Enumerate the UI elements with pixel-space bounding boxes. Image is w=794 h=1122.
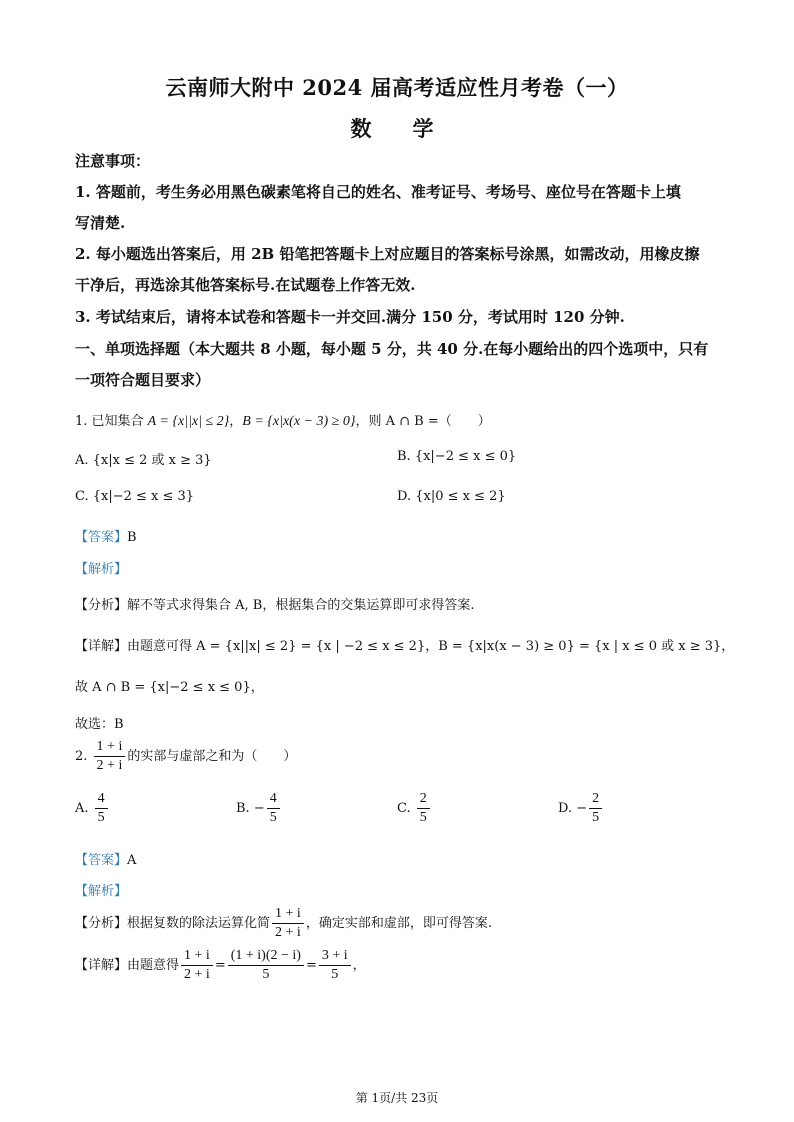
- q2-option-a-fraction: [95, 790, 108, 827]
- paper-title: 云南师大附中 2024 届高考适应性月考卷（一）: [165, 75, 629, 100]
- q2-detail-text: 由题意得: [127, 958, 180, 973]
- q2-detail-fraction-2-den: 5: [262, 967, 270, 982]
- q2-option-b-fraction: [267, 790, 280, 827]
- q1-set-b: B = {x|x(x − 3) ≥ 0}: [242, 414, 356, 429]
- fenxi-tag: 【分析】: [75, 916, 128, 931]
- q2-option-a: [75, 790, 110, 827]
- q2-option-d-label: D.: [558, 801, 573, 816]
- q2-option-a-den: 5: [97, 810, 105, 825]
- q1-set-a: A = {x||x| ≤ 2}: [147, 414, 230, 429]
- q2-fenxi: [75, 905, 492, 942]
- detail-tag: 【详解】: [75, 639, 128, 654]
- q1-fenxi: [75, 594, 475, 613]
- q2-option-b-num: 4: [267, 790, 280, 809]
- q2-option-a-num: 4: [95, 790, 108, 809]
- section-heading-line-2: 一项符合题目要求）: [75, 371, 211, 389]
- q2-option-d-num: 2: [589, 790, 602, 809]
- q2-detail-fraction-1: [181, 947, 213, 984]
- q2-fraction-numerator: 1 + i: [94, 738, 126, 757]
- section-heading-line-1: 一、单项选择题（本大题共 8 小题，每小题 5 分，共 40 分.在每小题给出的四个选项中，只有: [75, 340, 709, 358]
- q2-option-b-label: B.: [236, 801, 250, 816]
- notice-line-1b: 写清楚.: [75, 214, 126, 232]
- notice-heading: 注意事项：: [75, 152, 151, 170]
- page-footer: 第 1页/共 23页: [355, 1091, 439, 1105]
- q1-separator: ，: [229, 414, 243, 429]
- q1-option-a: A. {x|x ≤ 2 或 x ≥ 3}: [75, 453, 212, 468]
- q1-detail: [75, 635, 734, 654]
- notice-line-2a: 2. 每小题选出答案后，用 2B 铅笔把答题卡上对应题目的答案标号涂黑，如需改动，用橡皮擦: [75, 245, 700, 263]
- q1-stem-suffix: ，则 A ∩ B =（ ）: [355, 414, 491, 429]
- q1-answer-value: B: [127, 530, 137, 545]
- q2-stem: [75, 738, 296, 775]
- notice-line-1a: 1. 答题前，考生务必用黑色碳素笔将自己的姓名、准考证号、考场号、座位号在答题卡上填: [75, 183, 681, 201]
- q2-analysis-tag: 【解析】: [75, 884, 128, 899]
- q2-fenxi-fraction: [272, 905, 304, 942]
- q1-option-d: D. {x|0 ≤ x ≤ 2}: [397, 489, 506, 504]
- q1-option-c: C. {x|−2 ≤ x ≤ 3}: [75, 489, 195, 504]
- q2-option-c-den: 5: [419, 810, 427, 825]
- q2-option-c-num: 2: [417, 790, 430, 809]
- q2-answer: [75, 849, 136, 868]
- q1-stem-prefix: 1. 已知集合: [75, 414, 148, 429]
- notice-line-2b: 干净后，再选涂其他答案标号.在试题卷上作答无效.: [75, 276, 416, 294]
- q2-number: 2.: [75, 749, 88, 764]
- q2-option-d-sign: −: [576, 801, 588, 816]
- q2-fenxi-denominator: 2 + i: [275, 925, 301, 940]
- q2-option-b: [236, 790, 282, 827]
- q2-option-d: [558, 790, 604, 827]
- q2-answer-value: A: [127, 853, 137, 868]
- q2-detail-fraction-3-den: 5: [331, 967, 339, 982]
- q2-option-d-den: 5: [592, 810, 600, 825]
- q2-detail-fraction-3: [319, 947, 351, 984]
- answer-tag: 【答案】: [75, 853, 128, 868]
- q2-stem-text: 的实部与虚部之和为（ ）: [127, 749, 297, 764]
- q2-option-b-den: 5: [269, 810, 277, 825]
- q2-option-c-fraction: [417, 790, 430, 827]
- q2-option-d-fraction: [589, 790, 602, 827]
- q2-detail: [75, 947, 366, 984]
- q2-option-c: [397, 790, 432, 827]
- q2-detail-fraction-2: [228, 947, 304, 984]
- notice-line-3: 3. 考试结束后，请将本试卷和答题卡一并交回.满分 150 分，考试用时 120 分钟.: [75, 308, 625, 326]
- q1-stem: [75, 410, 491, 430]
- q2-detail-fraction-2-num: (1 + i)(2 − i): [228, 947, 304, 966]
- q2-fenxi-text-a: 根据复数的除法运算化简: [127, 916, 271, 931]
- q2-fraction-denominator: 2 + i: [96, 758, 123, 773]
- q1-detail-text: 由题意可得 A = {x||x| ≤ 2} = {x | −2 ≤ x ≤ 2}，B = {x|x(x − 3) ≥ 0} = {x | x ≤ 0 或 x ≥ 3}，: [127, 639, 735, 654]
- fenxi-tag: 【分析】: [75, 598, 128, 613]
- q2-detail-end: ，: [352, 958, 366, 973]
- subject-title: 数 学: [350, 116, 444, 141]
- q1-choose: 故选：B: [75, 717, 124, 732]
- detail-tag: 【详解】: [75, 958, 128, 973]
- q2-detail-fraction-3-num: 3 + i: [319, 947, 351, 966]
- q2-option-c-label: C.: [397, 801, 411, 816]
- answer-tag: 【答案】: [75, 530, 128, 545]
- q1-answer: [75, 526, 137, 545]
- q1-analysis-tag: 【解析】: [75, 562, 128, 577]
- q2-fenxi-text-b: ，确定实部和虚部，即可得答案.: [305, 916, 492, 931]
- q2-fraction: [94, 738, 126, 775]
- q1-conclusion: 故 A ∩ B = {x|−2 ≤ x ≤ 0}，: [75, 680, 264, 695]
- q2-option-b-sign: −: [253, 801, 265, 816]
- q2-detail-equals-2: =: [305, 958, 317, 973]
- q1-fenxi-text: 解不等式求得集合 A, B，根据集合的交集运算即可求得答案.: [127, 598, 475, 613]
- q2-option-a-label: A.: [75, 801, 89, 816]
- q2-fenxi-numerator: 1 + i: [272, 905, 304, 924]
- q2-detail-fraction-1-num: 1 + i: [181, 947, 213, 966]
- q2-detail-equals-1: =: [214, 958, 226, 973]
- q1-option-b: B. {x|−2 ≤ x ≤ 0}: [397, 449, 517, 464]
- q2-detail-fraction-1-den: 2 + i: [184, 967, 210, 982]
